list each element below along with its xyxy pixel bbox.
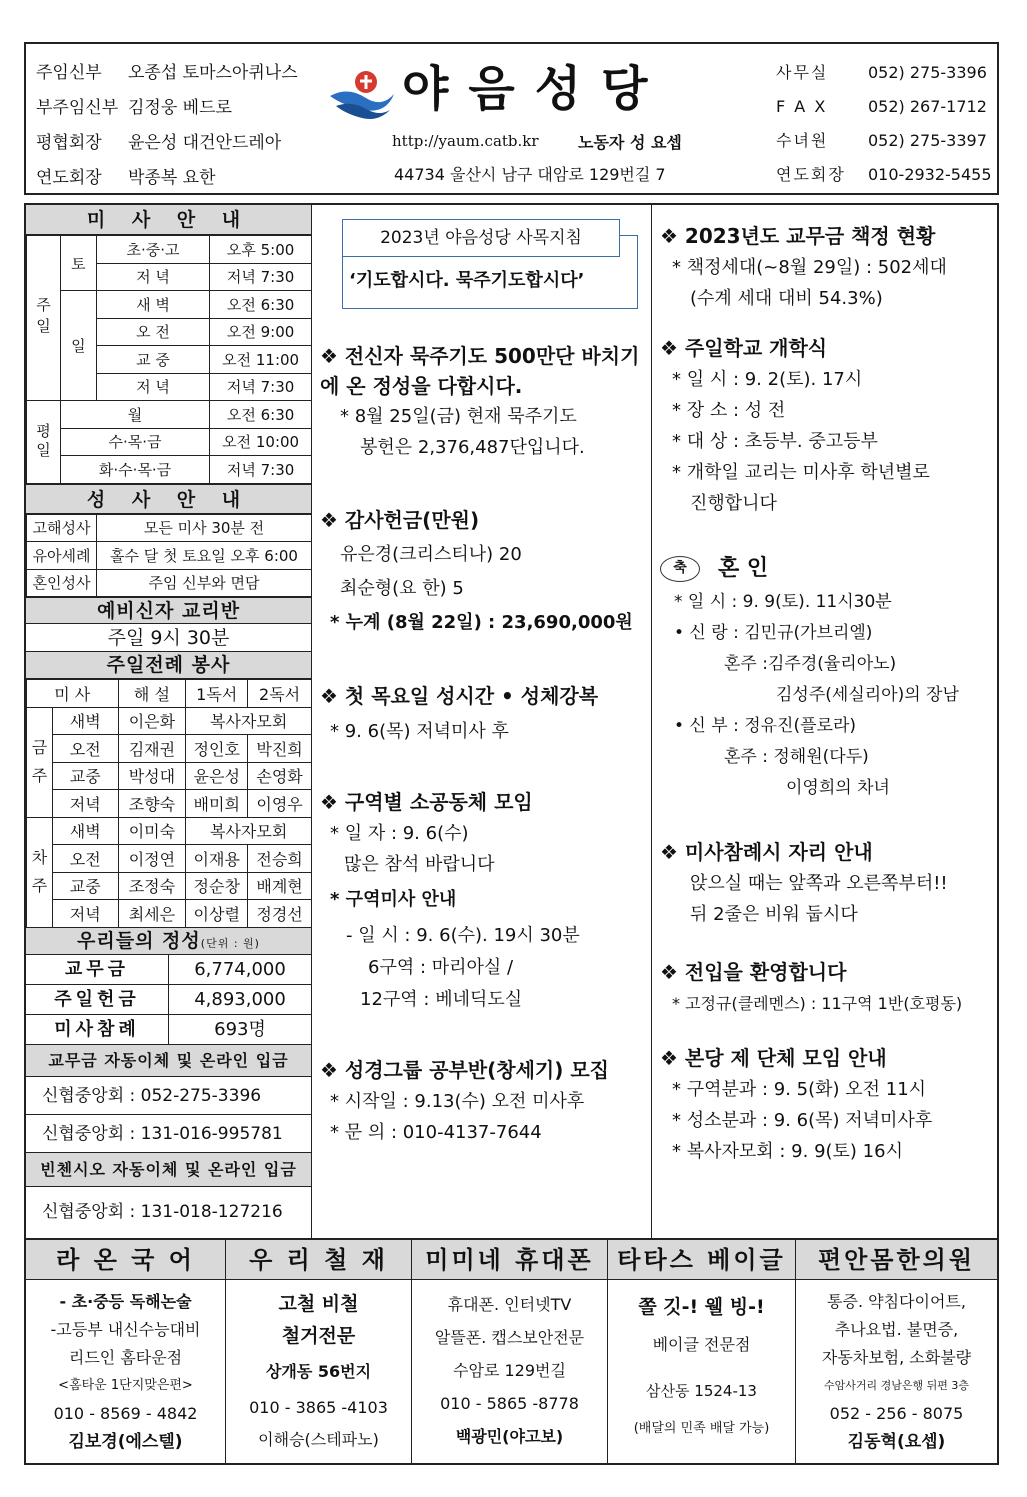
section-line: 김성주(세실리아)의 장남 [776, 685, 959, 705]
motto-text: ‘기도합시다. 묵주기도합시다’ [342, 235, 638, 309]
section-title: ❖ 2023년도 교무금 책정 현황 [660, 221, 947, 252]
ad-line: 휴대폰. 인터넷TV [447, 1295, 572, 1314]
ad-line: 철거전문 [281, 1325, 356, 1347]
section-line: * 일 자 : 9. 6(수) [330, 823, 469, 844]
ad-uri [226, 1240, 412, 1463]
clergy-row [36, 91, 298, 126]
name: 박종복 요한 [128, 168, 216, 188]
ad-line: 리드인 홈타운점 [68, 1348, 183, 1367]
contact-row [776, 90, 992, 124]
section-line: 진행합니다 [690, 493, 777, 514]
offering-row [26, 1015, 311, 1045]
ad-line: 고철 비철 [278, 1293, 359, 1315]
section-line: * 책정세대(~8월 29일) : 502세대 [672, 257, 947, 278]
bank-account: 신협중앙회 : 131-018-127216 [42, 1201, 283, 1222]
mass-cell: 오전 [52, 735, 118, 763]
reader-cell: 이상렬 [186, 900, 248, 928]
mass-name: 저 녁 [96, 373, 209, 401]
section-line: * 성소분과 : 9. 6(목) 저녁미사후 [672, 1110, 933, 1131]
col-header: 2독서 [248, 680, 312, 708]
commentator-cell: 최세은 [118, 900, 186, 928]
label: 사무실 [776, 63, 829, 82]
liturgy-table [26, 679, 312, 928]
mass-name: 화·수·목·금 [60, 456, 209, 484]
holy-hour-section [320, 681, 598, 752]
ad-line: 수암사거리 경남은행 뒤편 3층 [824, 1379, 969, 1392]
ad-phone: 052 - 256 - 8075 [829, 1404, 964, 1423]
role: 부주임신부 [36, 98, 119, 118]
website-link[interactable]: http://yaum.catb.kr [392, 132, 539, 150]
section-line: * 구역분과 : 9. 5(화) 오전 11시 [672, 1079, 927, 1100]
section-line: 뒤 2줄은 비워 둡시다 [690, 904, 858, 925]
ad-phone: 010 - 8569 - 4842 [53, 1404, 198, 1423]
section-title: ❖ 전신자 묵주기도 500만단 바치기에 온 정성을 다합시다. [320, 341, 646, 401]
seating-section [660, 837, 948, 930]
section-title: ❖ 구역별 소공동체 모임 [320, 787, 580, 818]
offering-row [26, 985, 311, 1015]
ad-phone: 010 - 3865 -4103 [249, 1398, 388, 1417]
mass-time: 오전 11:00 [210, 346, 312, 374]
ad-title: 편안몸한의원 [796, 1240, 997, 1280]
ad-line: 쫄 깃-! 웰 빙-! [638, 1296, 765, 1318]
liturgy-title: 주일전례 봉사 [26, 652, 311, 679]
commentator-cell: 김재권 [118, 735, 186, 763]
role: 평협회장 [36, 133, 102, 153]
role: 연도회장 [36, 168, 102, 188]
ad-line: 삼산동 1524-13 [646, 1382, 757, 1400]
reader-cell: 배계현 [248, 872, 312, 900]
section-title: ❖ 본당 제 단체 모임 안내 [660, 1043, 932, 1074]
mass-time: 오전 6:30 [210, 401, 312, 429]
mass-cell: 새벽 [52, 817, 118, 845]
ad-line: <홈타운 1단지맞은편> [58, 1378, 193, 1393]
reader-cell: 복사자모회 [186, 817, 312, 845]
name: 오종섭 토마스아퀴나스 [128, 63, 298, 83]
mass-time: 오전 9:00 [210, 318, 312, 346]
clergy-row [36, 56, 298, 91]
offering-unit: (단위 : 원) [200, 936, 260, 950]
parish-title: 야음성당 [402, 61, 668, 117]
right-column [652, 205, 997, 1238]
reader-cell: 전승희 [248, 845, 312, 873]
offering-title-text: 우리들의 정성 [77, 929, 201, 952]
section-line: • 신 부 : 정유진(플로라) [674, 716, 857, 736]
address: 44734 울산시 남구 대암로 129번길 7 [394, 165, 666, 184]
patron-saint: 노동자 성 요셉 [578, 133, 682, 152]
name: 김정웅 베드로 [128, 98, 232, 118]
reader-cell: 정순창 [186, 872, 248, 900]
ad-line: -고등부 내신수능대비 [50, 1320, 201, 1339]
mass-cell: 교중 [52, 872, 118, 900]
section-title: ❖ 첫 목요일 성시간 • 성체강복 [320, 681, 598, 712]
left-column [26, 205, 312, 1238]
ad-line: (배달의 민족 배달 가능) [633, 1421, 770, 1436]
col-header: 1독서 [186, 680, 248, 708]
mass-name: 오 전 [96, 318, 209, 346]
ad-line: 통증. 약침다이어트, [827, 1292, 966, 1311]
mass-time: 오전 10:00 [210, 428, 312, 456]
bulletin-body [24, 203, 999, 1240]
bible-study-section [320, 1055, 609, 1148]
section-line: 유은경(크리스티나) 20 [340, 544, 522, 565]
commentator-cell: 이정연 [118, 845, 186, 873]
mass-name: 새 벽 [96, 291, 209, 319]
weekend-label: 주일 [27, 236, 61, 401]
mass-name: 월 [60, 401, 209, 429]
contact-row [776, 158, 992, 192]
section-line: 많은 참석 바랍니다 [344, 854, 495, 875]
section-line: * 복사자모회 : 9. 9(토) 16시 [672, 1141, 903, 1162]
groups-section [660, 1043, 932, 1167]
section-line: 혼주 : 정해원(다두) [724, 747, 869, 767]
section-line: * 문 의 : 010-4137-7644 [330, 1122, 542, 1143]
mass-time: 오후 5:00 [210, 236, 312, 264]
label: 연도회장 [776, 165, 846, 184]
auto-transfer-title: 교무금 자동이체 및 온라인 입금 [26, 1045, 311, 1077]
section-title: ❖ 주일학교 개학식 [660, 333, 930, 364]
sacrament-table [26, 514, 312, 598]
ad-owner: 김동혁(요셉) [847, 1432, 946, 1452]
commentator-cell: 이미숙 [118, 817, 186, 845]
section-line: 이영희의 차녀 [786, 778, 890, 798]
contact-row [776, 56, 992, 90]
ad-line: 자동차보험, 소화불량 [821, 1348, 972, 1367]
reader-cell: 정경선 [248, 900, 312, 928]
motto-box-title: 2023년 야음성당 사목지침 [342, 219, 620, 257]
week-label: 차주 [27, 817, 53, 927]
reader-cell: 윤은성 [186, 762, 248, 790]
sacrament-name: 혼인성사 [27, 569, 97, 597]
name: 윤은성 대건안드레아 [128, 133, 282, 153]
rosary-section [320, 341, 646, 463]
section-line: * 개학일 교리는 미사후 학년별로 [672, 462, 930, 483]
middle-column [312, 205, 652, 1238]
reader-cell: 박진희 [248, 735, 312, 763]
small-community-section [320, 787, 580, 1015]
section-line: 혼주 :김주경(율리아노) [724, 654, 897, 674]
section-line: - 일 시 : 9. 6(수). 19시 30분 [346, 925, 580, 946]
section-title: ❖ 감사헌금(만원) [320, 505, 633, 536]
mass-name: 수·목·금 [60, 428, 209, 456]
ad-mimine [412, 1240, 608, 1463]
mass-name: 초·중·고 [96, 236, 209, 264]
catechumen-title: 예비신자 교리반 [26, 597, 311, 624]
church-logo-icon [328, 66, 396, 122]
section-title: ❖ 성경그룹 공부반(창세기) 모집 [320, 1055, 609, 1086]
ad-title: 미미네 휴대폰 [412, 1240, 607, 1280]
sponsor-ads [24, 1240, 999, 1465]
offering-name: 교무금 [26, 955, 169, 984]
ad-owner: 이해승(스테파노) [258, 1430, 379, 1449]
dues-section [660, 221, 947, 314]
commentator-cell: 조정숙 [118, 872, 186, 900]
section-line: * 8월 25일(금) 현재 묵주기도 [340, 406, 577, 427]
offering-title [26, 928, 311, 955]
section-line: * 9. 6(목) 저녁미사 후 [330, 721, 509, 742]
sunday-school-section [660, 333, 930, 519]
mass-title: 미 사 안 내 [26, 205, 311, 235]
pastoral-motto [342, 219, 640, 311]
week-label: 금주 [27, 707, 53, 817]
welcome-section [660, 957, 962, 1019]
clergy-row [36, 161, 298, 196]
section-line: 12구역 : 베네딕도실 [360, 989, 523, 1010]
role: 주임신부 [36, 63, 102, 83]
col-header: 해 설 [118, 680, 186, 708]
clergy-row [36, 126, 298, 161]
commentator-cell: 박성대 [118, 762, 186, 790]
ad-phone: 010 - 5865 -8778 [440, 1394, 579, 1413]
phone: 052) 275-3397 [868, 131, 987, 150]
section-line: * 일 시 : 9. 2(토). 17시 [672, 369, 863, 390]
ad-line: - 초·중등 독해논술 [59, 1292, 192, 1311]
ad-line: 추나요법. 불면증, [834, 1320, 959, 1339]
sacrament-desc: 주임 신부와 면담 [97, 569, 312, 597]
reader-cell: 배미희 [186, 790, 248, 818]
reader-cell: 이영우 [248, 790, 312, 818]
offering-row [26, 955, 311, 985]
sacrament-name: 고해성사 [27, 514, 97, 542]
mass-name: 교 중 [96, 346, 209, 374]
section-title: ❖ 전입을 환영합니다 [660, 957, 962, 988]
section-line: * 대 상 : 초등부. 중고등부 [672, 431, 878, 452]
ad-pyeonan [796, 1240, 997, 1463]
col-header: 미 사 [27, 680, 119, 708]
section-line: (수계 세대 대비 54.3%) [690, 288, 883, 309]
header [24, 42, 999, 195]
celebration-badge-icon: 축 [660, 556, 700, 582]
section-line: * 고정규(클레멘스) : 11구역 1반(호평동) [672, 994, 963, 1013]
commentator-cell: 조향숙 [118, 790, 186, 818]
offering-value: 6,774,000 [194, 958, 286, 980]
title-block [326, 44, 746, 194]
ad-title: 타타스 베이글 [608, 1240, 795, 1280]
catechumen-time: 주일 9시 30분 [26, 624, 311, 652]
mass-time: 저녁 7:30 [210, 373, 312, 401]
phone: 052) 267-1712 [868, 97, 987, 116]
mass-cell: 저녁 [52, 790, 118, 818]
label: 수녀원 [776, 131, 829, 150]
wedding-section [660, 551, 959, 804]
ad-owner: 김보경(에스텔) [68, 1432, 183, 1452]
section-title: 혼 인 [718, 556, 769, 581]
reader-cell: 손영화 [248, 762, 312, 790]
section-line: 6구역 : 마리아실 / [368, 957, 514, 978]
reader-cell: 복사자모회 [186, 707, 312, 735]
ad-tatas [608, 1240, 796, 1463]
phone: 052) 275-3396 [868, 63, 987, 82]
mass-cell: 오전 [52, 845, 118, 873]
offering-name: 미사참례 [26, 1015, 169, 1044]
ad-line: 알뜰폰. 캡스보안전문 [434, 1328, 585, 1347]
contact-row [776, 124, 992, 158]
mass-cell: 새벽 [52, 707, 118, 735]
phone: 010-2932-5455 [868, 165, 992, 184]
label: F A X [776, 97, 828, 116]
mass-cell: 교중 [52, 762, 118, 790]
sun-label: 일 [60, 291, 96, 401]
section-line: * 시작일 : 9.13(수) 오전 미사후 [330, 1091, 585, 1112]
mass-name: 저 녁 [96, 263, 209, 291]
mass-time: 저녁 7:30 [210, 456, 312, 484]
thanks-offering-section [320, 505, 633, 642]
vincent-transfer-title: 빈첸시오 자동이체 및 온라인 입금 [26, 1153, 311, 1187]
sacrament-desc: 홀수 달 첫 토요일 오후 6:00 [97, 542, 312, 570]
sat-label: 토 [60, 236, 96, 291]
commentator-cell: 이은화 [118, 707, 186, 735]
offering-value: 4,893,000 [194, 988, 286, 1010]
ad-line: 수암로 129번길 [453, 1361, 566, 1380]
offering-name: 주일헌금 [26, 985, 169, 1014]
section-line: • 신 랑 : 김민규(가브리엘) [674, 623, 873, 643]
mass-table [26, 235, 312, 484]
ad-raon [26, 1240, 226, 1463]
ad-owner: 백광민(야고보) [455, 1427, 564, 1446]
reader-cell: 정인호 [186, 735, 248, 763]
mass-time: 저녁 7:30 [210, 263, 312, 291]
contact-list [776, 56, 992, 192]
offering-value: 693명 [214, 1018, 266, 1040]
section-title: ❖ 미사참례시 자리 안내 [660, 837, 948, 868]
section-line: * 장 소 : 성 전 [672, 400, 786, 421]
section-line: * 누계 (8월 22일) : 23,690,000원 [330, 612, 633, 633]
section-line: 최순형(요 한) 5 [340, 578, 464, 599]
section-line: * 구역미사 안내 [330, 889, 457, 910]
ad-title: 라 온 국 어 [26, 1240, 225, 1280]
ad-title: 우 리 철 재 [226, 1240, 411, 1280]
bank-account: 신협중앙회 : 131-016-995781 [26, 1115, 311, 1153]
section-line: * 일 시 : 9. 9(토). 11시30분 [674, 592, 892, 612]
ad-line: 상개동 56번지 [265, 1362, 372, 1381]
sacrament-title: 성 사 안 내 [26, 484, 311, 514]
sacrament-desc: 모든 미사 30분 전 [97, 514, 312, 542]
section-line: 앉으실 때는 앞쪽과 오른쪽부터!! [690, 873, 948, 894]
bank-account: 신협중앙회 : 052-275-3396 [26, 1077, 311, 1115]
ad-line: 베이글 전문점 [652, 1335, 751, 1354]
section-line: 봉헌은 2,376,487단입니다. [360, 437, 585, 458]
mass-cell: 저녁 [52, 900, 118, 928]
reader-cell: 이재용 [186, 845, 248, 873]
sacrament-name: 유아세례 [27, 542, 97, 570]
clergy-list [36, 56, 298, 196]
mass-time: 오전 6:30 [210, 291, 312, 319]
weekday-label: 평일 [27, 401, 61, 484]
